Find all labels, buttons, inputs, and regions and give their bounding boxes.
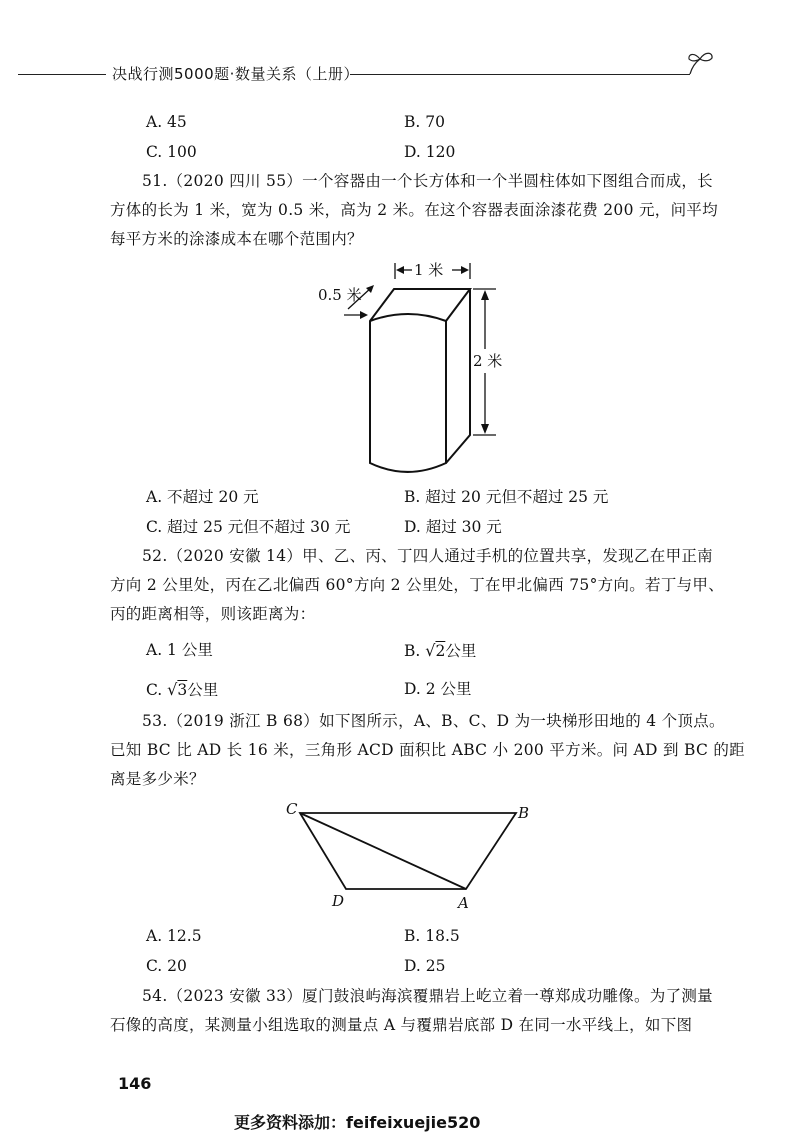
footer-note — [234, 1110, 480, 1133]
q54-line: 54.（2023 安徽 33）厦门鼓浪屿海滨覆鼎岩上屹立着一尊郑成功雕像。为了测量 — [142, 987, 713, 1005]
q51-stem — [110, 167, 718, 254]
header-rule-right — [350, 74, 690, 75]
vertex-label-b: B — [518, 804, 530, 822]
footer-handle: feifeixuejie520 — [346, 1113, 481, 1132]
q51-option-a: A. 不超过 20 元 — [146, 488, 259, 506]
q53-line: 53.（2019 浙江 B 68）如下图所示，A、B、C、D 为一块梯形田地的 4 个顶点。 — [142, 712, 725, 730]
trapezoid-figure — [280, 796, 540, 916]
q52-option-b: B. √2公里 — [404, 641, 477, 660]
length-label: 1 米 — [414, 261, 444, 279]
vertex-label-a: A — [458, 894, 469, 912]
width-label: 0.5 米 — [318, 286, 362, 304]
q52-option-c: C. √3公里 — [146, 680, 219, 699]
q53-stem — [110, 707, 745, 794]
vertex-label-d: D — [332, 892, 345, 910]
q53-option-d: D. 25 — [404, 957, 446, 975]
q50-option-d: D. 120 — [404, 143, 456, 161]
q51-option-c: C. 超过 25 元但不超过 30 元 — [146, 518, 351, 536]
q51-line: 方体的长为 1 米，宽为 0.5 米，高为 2 米。在这个容器表面涂漆花费 200 元，问平均 — [110, 201, 718, 219]
vertex-label-c: C — [286, 800, 298, 818]
q50-option-c: C. 100 — [146, 143, 197, 161]
q52-line: 方向 2 公里处，丙在乙北偏西 60°方向 2 公里处，丁在甲北偏西 75°方向。若丁与甲、 — [110, 576, 725, 594]
q52-option-d: D. 2 公里 — [404, 680, 472, 698]
q51-option-d: D. 超过 30 元 — [404, 518, 502, 536]
q54-stem — [110, 982, 713, 1040]
q53-option-a: A. 12.5 — [146, 927, 202, 945]
q52-option-a: A. 1 公里 — [146, 641, 213, 659]
q51-line: 51.（2020 四川 55）一个容器由一个长方体和一个半圆柱体如下图组合而成，长 — [142, 172, 713, 190]
page-header — [0, 58, 800, 88]
q51-line: 每平方米的涂漆成本在哪个范围内？ — [110, 230, 363, 248]
container-figure — [300, 255, 530, 485]
trapezoid-outline — [300, 813, 516, 889]
q53-line: 离是多少米？ — [110, 770, 205, 788]
q53-line: 已知 BC 比 AD 长 16 米，三角形 ACD 面积比 ABC 小 200 平方米。问 AD 到 BC 的距 — [110, 741, 745, 759]
diagonal-ca — [300, 813, 466, 889]
height-label: 2 米 — [473, 352, 503, 370]
sqrt-radicand: 3 — [177, 681, 188, 699]
sprout-icon — [683, 50, 717, 78]
sqrt-radicand: 2 — [435, 642, 446, 660]
q50-option-b: B. 70 — [404, 113, 445, 131]
q53-option-c: C. 20 — [146, 957, 187, 975]
q54-line: 石像的高度，某测量小组选取的测量点 A 与覆鼎岩底部 D 在同一水平线上，如下图 — [110, 1016, 693, 1034]
header-title: 决战行测5000题·数量关系（上册） — [112, 65, 359, 83]
page-number: 146 — [118, 1074, 152, 1093]
footer-prefix: 更多资料添加： — [234, 1113, 347, 1132]
q52-stem — [110, 542, 725, 629]
container-top-arc — [370, 314, 446, 321]
header-rule-left — [18, 74, 106, 75]
q53-option-b: B. 18.5 — [404, 927, 460, 945]
q51-option-b: B. 超过 20 元但不超过 25 元 — [404, 488, 609, 506]
q52-line: 52.（2020 安徽 14）甲、乙、丙、丁四人通过手机的位置共享，发现乙在甲正南 — [142, 547, 713, 565]
q50-option-a: A. 45 — [146, 113, 187, 131]
q52-line: 丙的距离相等，则该距离为： — [110, 605, 316, 623]
